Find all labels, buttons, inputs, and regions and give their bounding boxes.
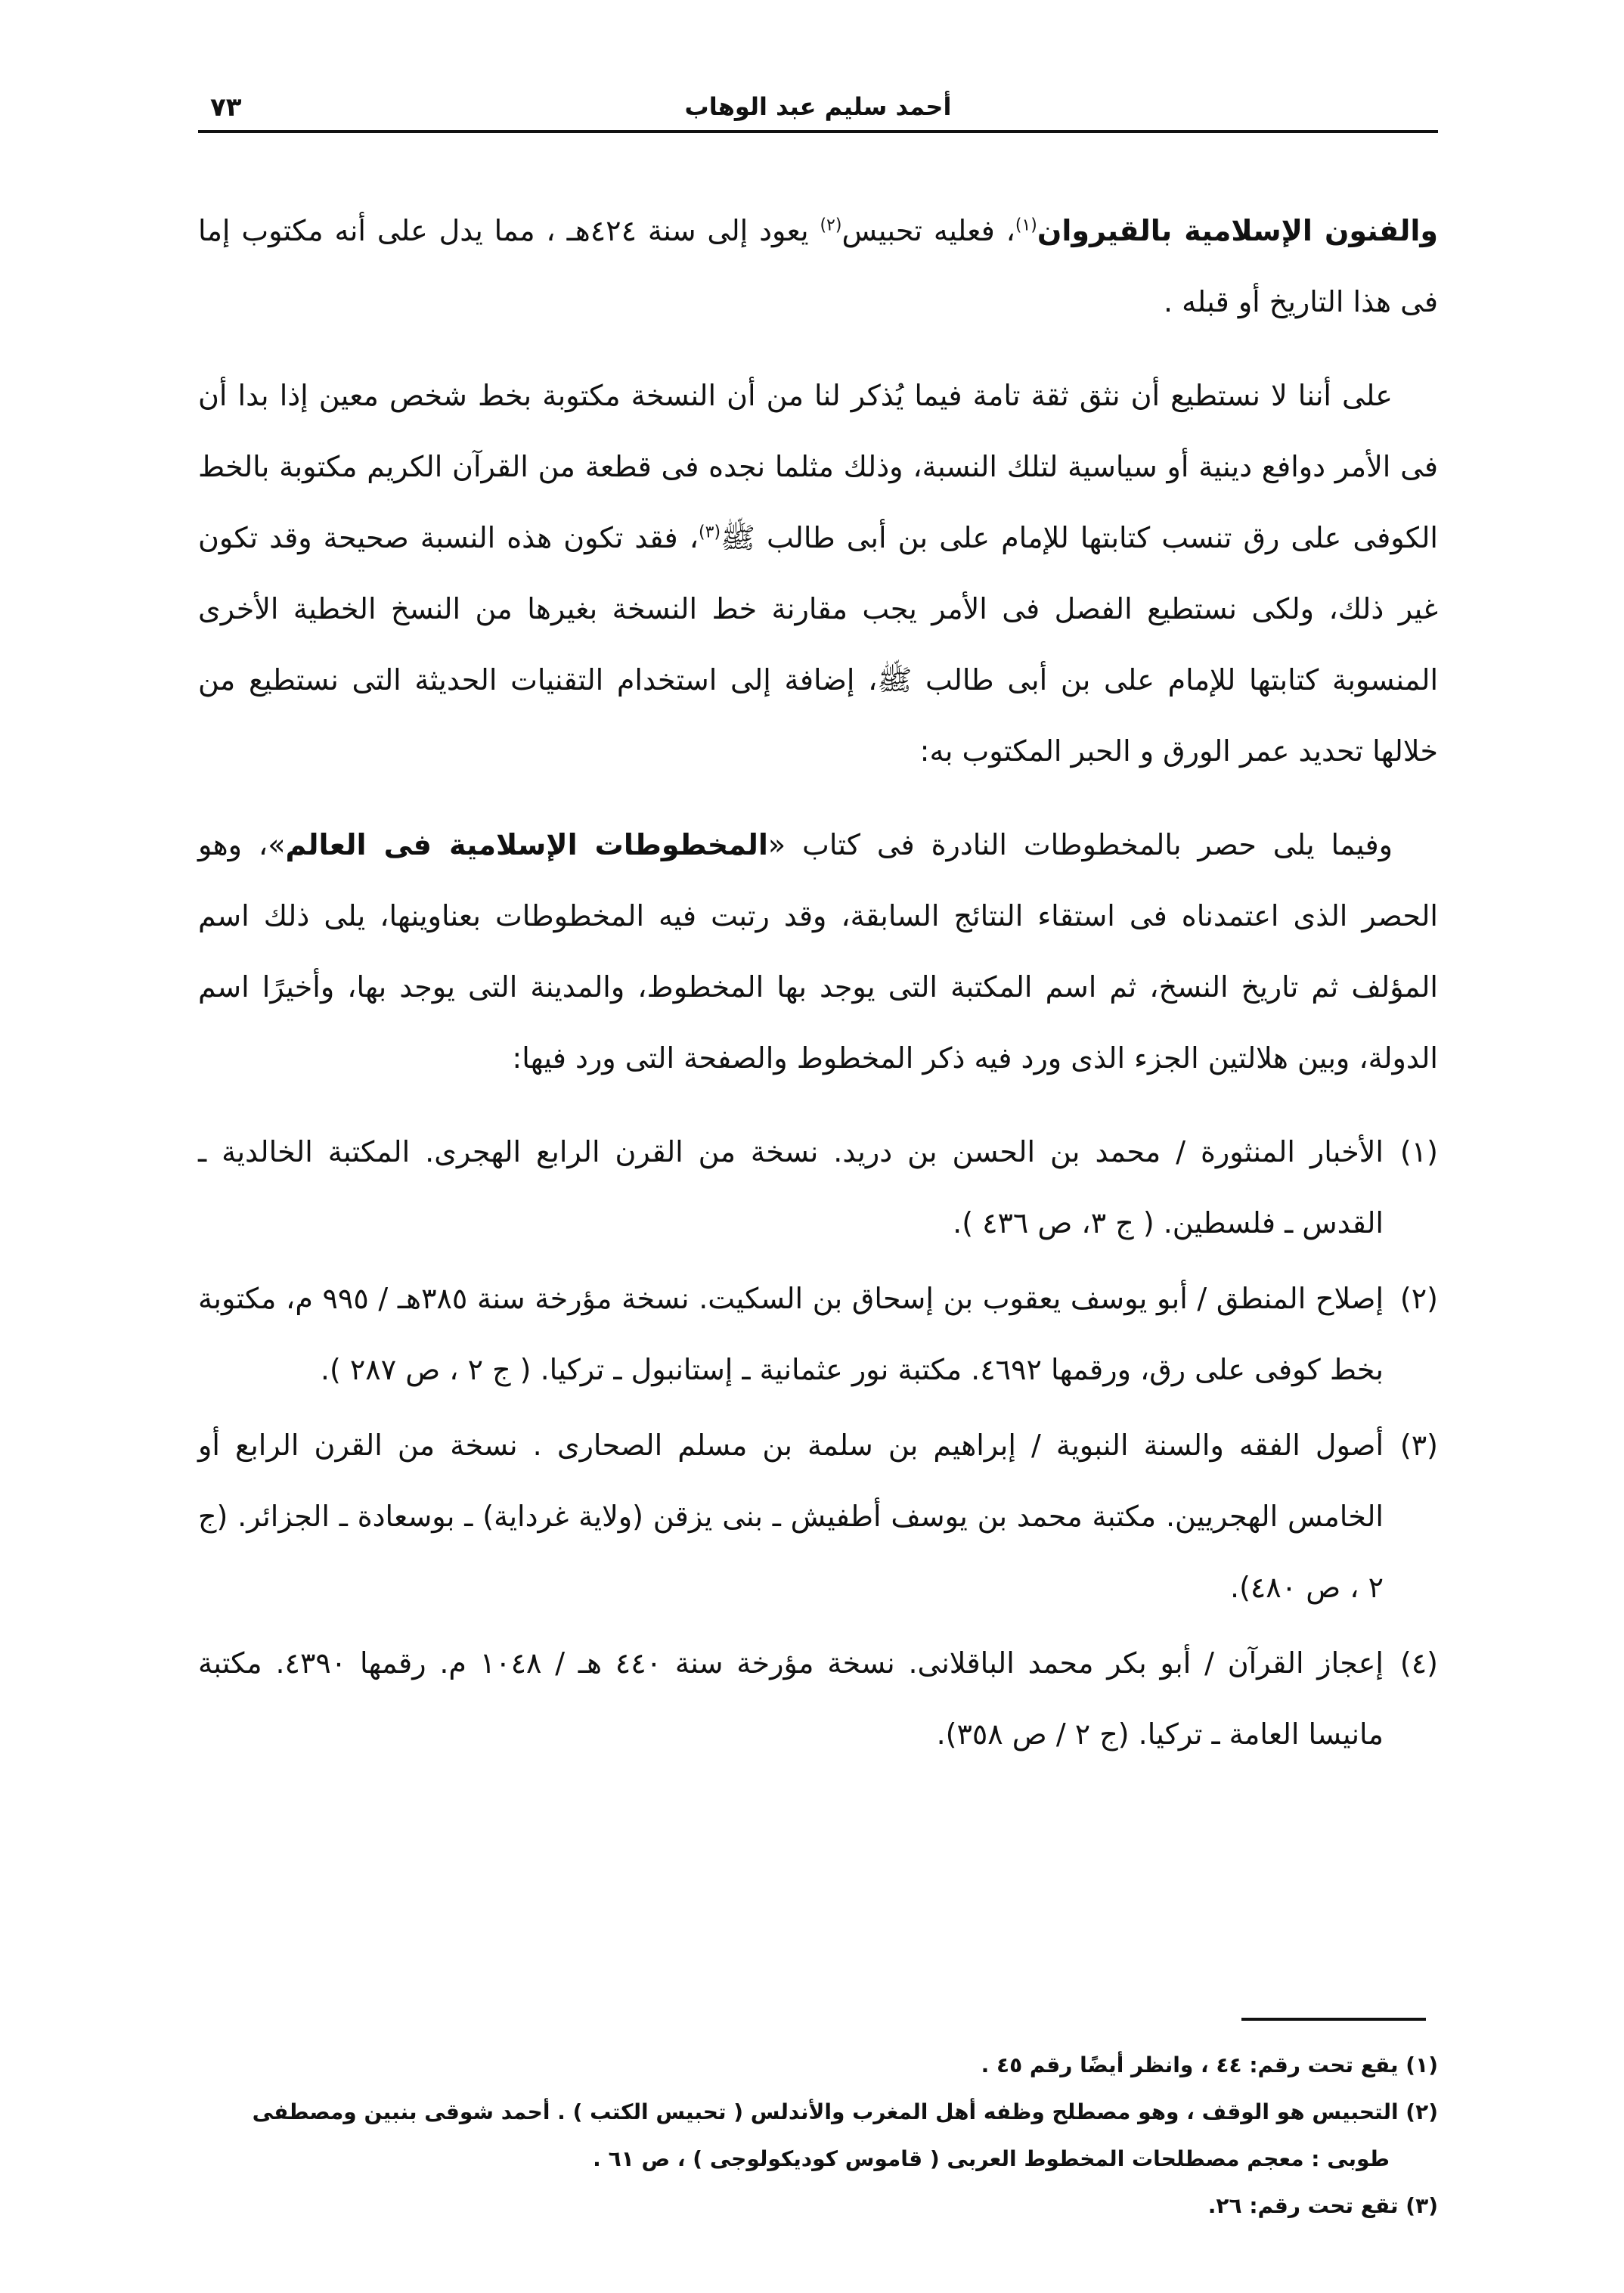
list-item-text: إعجاز القرآن / أبو بكر محمد الباقلانى. نسخة مؤرخة سنة ٤٤٠ هـ / ١٠٤٨ م. رقمها ٤٣٩٠. مكتبة مانيسا العامة ـ تركيا. (ج ٢ / ص ٣٥٨). — [198, 1646, 1384, 1751]
footnotes — [198, 2042, 1438, 2229]
list-item — [198, 1627, 1438, 1770]
footnote-1: (١) يقع تحت رقم: ٤٤ ، وانظر أيضًا رقم ٤٥ . — [981, 2053, 1438, 2077]
main-text — [198, 195, 1438, 1774]
paragraph-3-text-a: وفيما يلى حصر بالمخطوطات النادرة فى كتاب « — [767, 828, 1393, 861]
list-item-number: (١) — [1399, 1135, 1438, 1168]
paragraph-1-text-b: يعود إلى سنة ٤٢٤هـ ، مما يدل على أنه مكتوب إما فى هذا التاريخ أو قبله . — [198, 214, 1438, 318]
footnote-ref-3: (٣) — [699, 523, 721, 542]
footnote-2-continued: طوبى : معجم مصطلحات المخطوط العربى ( قاموس كوديكولوجى ) ، ص ٦١ . — [593, 2146, 1390, 2171]
footnote-ref-2: (٢) — [820, 216, 842, 235]
list-item — [198, 1116, 1438, 1258]
list-item-number: (٤) — [1399, 1646, 1438, 1680]
list-item-text: إصلاح المنطق / أبو يوسف يعقوب بن إسحاق بن السكيت. نسخة مؤرخة سنة ٣٨٥هـ / ٩٩٥ م، مكتوبة بخط كوفى على رق، ورقمها ٤٦٩٢. مكتبة نور عثمانية ـ إستانبول ـ تركيا. ( ج ٢ ، ص ٢٨٧ ). — [198, 1282, 1384, 1386]
paragraph-2-text-a: على أننا لا نستطيع أن نثق ثقة تامة فيما يُذكر لنا من أن النسخة مكتوبة بخط شخص معين إذا بدا أن فى الأمر دوافع دينية أو سياسية لتلك النسبة، وذلك مثلما نجده فى قطعة من القرآن الكريم مكتوبة بالخط الكوفى على رق تنسب كتابتها للإمام على بن أبى طالب ﷺ — [198, 379, 1438, 554]
list-item-number: (٣) — [1399, 1429, 1438, 1462]
footnote-2: (٢) التحبيس هو الوقف ، وهو مصطلح وظفه أهل المغرب والأندلس ( تحبيس الكتب ) . أحمد شوقى بنبين ومصطفى — [252, 2099, 1438, 2124]
list-item-text: الأخبار المنثورة / محمد بن الحسن بن دريد. نسخة من القرن الرابع الهجرى. المكتبة الخالدية ـ القدس ـ فلسطين. ( ج ٣، ص ٤٣٦ ). — [198, 1135, 1384, 1240]
paragraph-1 — [198, 195, 1438, 337]
footnote-3: (٣) تقع تحت رقم: ٢٦. — [1207, 2193, 1438, 2218]
paragraph-1-text-a: ، فعليه تحبيس — [841, 214, 1015, 247]
paragraph-1-lead: والفنون الإسلامية بالقيروان — [1037, 214, 1438, 247]
header-author: أحمد سليم عبد الوهاب — [684, 92, 952, 121]
running-header — [198, 85, 1438, 133]
paragraph-2 — [198, 360, 1438, 787]
page-number: ٧٣ — [210, 92, 242, 123]
list-item — [198, 1410, 1438, 1623]
book-title: المخطوطات الإسلامية فى العالم — [285, 828, 768, 861]
list-item — [198, 1263, 1438, 1405]
paragraph-3 — [198, 809, 1438, 1094]
manuscript-list — [198, 1116, 1438, 1770]
list-item-text: أصول الفقه والسنة النبوية / إبراهيم بن سلمة بن مسلم الصحارى . نسخة من القرن الرابع أو الخامس الهجريين. مكتبة محمد بن يوسف أطفيش ـ بنى يزقن (ولاية غرداية) ـ بوسعادة ـ الجزائر. (ج ٢ ، ص ٤٨٠). — [198, 1429, 1384, 1604]
footnote-ref-1: (١) — [1015, 216, 1037, 235]
footnote-divider — [1241, 2018, 1426, 2021]
paragraph-3-text-b: »، وهو الحصر الذى اعتمدناه فى استقاء النتائج السابقة، وقد رتبت فيه المخطوطات بعناوينها، يلى ذلك اسم المؤلف ثم تاريخ النسخ، ثم اسم المكتبة التى يوجد بها المخطوط، والمدينة التى يوجد بها، وأخيرًا اسم الدولة، وبين هلالتين الجزء الذى ورد فيه ذكر المخطوط والصفحة التى ورد فيها: — [198, 828, 1438, 1075]
paragraph-2-text-b: ، فقد تكون هذه النسبة صحيحة وقد تكون غير ذلك، ولكى نستطيع الفصل فى الأمر يجب مقارنة خط النسخة بغيرها من النسخ الخطية الأخرى المنسوبة كتابتها للإمام على بن أبى طالب ﷺ، إضافة إلى استخدام التقنيات الحديثة التى نستطيع من خلالها تحديد عمر الورق و الحبر المكتوب به: — [198, 521, 1438, 768]
list-item-number: (٢) — [1399, 1282, 1438, 1315]
